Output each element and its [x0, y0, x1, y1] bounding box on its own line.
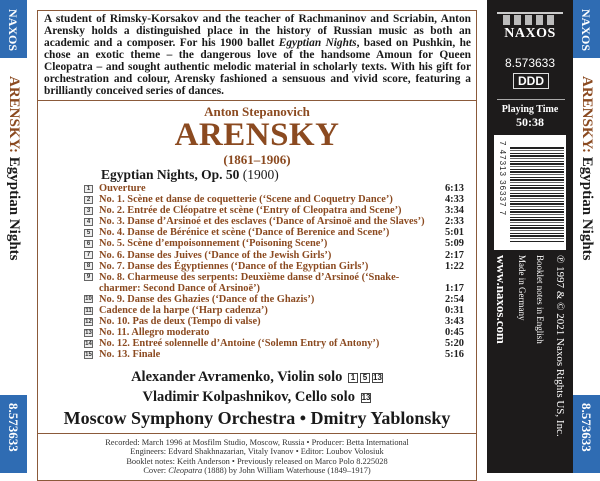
track-row [84, 183, 464, 194]
track-title: No. 2. Entrée de Cléopatre et scène (‘Entry of Cleopatra and Scene’) [99, 205, 402, 217]
track-row [84, 205, 464, 216]
track-duration: 6:13 [444, 183, 464, 194]
track-number: 2 [84, 196, 93, 204]
composer-dates: (1861–1906) [223, 152, 291, 167]
track-duration: 5:20 [444, 338, 464, 350]
ddd-badge: DDD [513, 73, 549, 89]
performers [38, 367, 476, 429]
track-duration: 1:17 [444, 282, 464, 294]
spine-catalogue: 8.573633 [6, 403, 21, 452]
track-list [84, 183, 464, 361]
naxos-logo: NAXOS [579, 9, 593, 52]
label-panel [487, 0, 573, 473]
spine-catalogue: 8.573633 [579, 403, 594, 452]
track-row [84, 227, 464, 238]
track-duration: 2:54 [444, 293, 464, 305]
track-title: No. 9. Danse des Ghazies (‘Dance of the Ghazis’) [99, 293, 315, 305]
spine-title: ARENSKY: Egyptian Nights [6, 76, 22, 261]
right-spine [573, 0, 600, 473]
track-number: 15 [85, 351, 92, 358]
website: www.naxos.com [494, 255, 509, 344]
track-row [84, 327, 464, 338]
track-duration: 1:22 [444, 260, 464, 272]
track-row [84, 294, 464, 305]
track-duration: 5:16 [444, 349, 464, 361]
copyright: ℗ 1997 & © 2021 Naxos Rights US, Inc. [554, 255, 566, 437]
track-row [84, 272, 464, 294]
track-duration: 5:01 [444, 227, 464, 239]
track-duration: 0:45 [444, 327, 464, 339]
track-duration: 2:17 [444, 249, 464, 261]
track-row [84, 349, 464, 360]
track-title: No. 3. Danse d’Arsinoé et des esclaves (‘Dance of Arsinoë and the Slaves’) [99, 216, 425, 228]
track-title: Cadence de la harpe (‘Harp cadenza’) [99, 305, 268, 317]
track-number: 11 [85, 307, 92, 314]
catalogue-number: 8.573633 [504, 56, 556, 70]
naxos-logo: NAXOS [6, 9, 20, 52]
track-duration: 5:09 [444, 238, 464, 250]
credits: Recorded: March 1996 at Mosfilm Studio, Moscow, Russia • Producer: Betta International Engineers: Edvard Shakhnazarian, Vitaly Ivanov • Editor: Loubov Volosiuk Booklet notes: Keith Anderson • Previously released on Marco Polo 8.225028 Cover: Cleopatra (1888) by John William Waterhouse (1849–1917) [105, 437, 409, 476]
violin-soloist: Alexander Avramenko, Violin solo 1 5 13 [131, 368, 382, 385]
track-duration: 4:33 [444, 194, 464, 206]
track-row [84, 338, 464, 349]
track-number: 6 [84, 240, 93, 248]
track-duration: 3:34 [444, 205, 464, 217]
track-row [84, 316, 464, 327]
track-title: No. 4. Danse de Bérénice et scène (‘Dance of Berenice and Scene’) [99, 227, 390, 239]
track-number: 13 [85, 329, 92, 336]
track-number: 9 [84, 273, 93, 281]
track-title: No. 12. Entreé solennelle d’Antoine (‘Solemn Entry of Antony’) [99, 338, 380, 350]
composer-first-names: Anton Stepanovich [204, 104, 310, 119]
track-number: 5 [84, 229, 93, 237]
composer-name: ARENSKY [174, 117, 340, 153]
intro-text: A student of Rimsky-Korsakov and the teacher of Rachmaninov and Scriabin, Anton Arensky holds a distinguished place in the history of Russian music as both an academic and a composer. For his 1900 ballet Egyptian Nights, based on Pushkin, he chose an exotic theme – the dangerous love of the handsome Amoun for Queen Cleopatra – and sought authentic melodic material in scholarly texts. With his gift for orchestration and colour, Arensky fashioned a sensuous and vivid score, featuring a brilliantly conceived series of dances. [44, 13, 471, 97]
orchestra-conductor: Moscow Symphony Orchestra • Dmitry Yablonsky [63, 407, 451, 428]
track-title: No. 6. Danse des Juives (‘Dance of the Jewish Girls’) [99, 249, 332, 261]
track-row [84, 194, 464, 205]
cello-soloist: Vladimir Kolpashnikov, Cello solo 13 [142, 388, 371, 405]
track-row [84, 216, 464, 227]
back-cover-main [27, 0, 487, 476]
track-title: No. 11. Allegro moderato [99, 327, 210, 339]
track-number: 10 [85, 296, 92, 303]
naxos-logo: NAXOS [497, 12, 563, 42]
divider [38, 100, 476, 101]
playing-time: Playing Time 50:38 [501, 104, 559, 129]
track-row [84, 250, 464, 261]
track-row [84, 238, 464, 249]
track-title: No. 5. Scène d’empoisonnement (‘Poisoning Scene’) [99, 238, 328, 250]
track-number: 3 [84, 207, 93, 215]
track-number: 1 [84, 185, 93, 193]
booklet-notes: Booklet notes in English [535, 255, 545, 344]
barcode: 7 47313 36337 7 [494, 135, 566, 250]
track-duration: 0:31 [444, 305, 464, 317]
track-number: 12 [85, 318, 92, 325]
track-title: No. 7. Danse des Égyptiennes (‘Dance of the Egyptian Girls’) [99, 260, 369, 272]
track-number: 7 [84, 251, 93, 259]
track-row [84, 305, 464, 316]
track-duration: 2:33 [444, 216, 464, 228]
track-duration: 3:43 [444, 316, 464, 328]
made-in: Made in Germany [517, 255, 527, 321]
track-title: No. 13. Finale [99, 349, 161, 361]
track-title: No. 10. Pas de deux (Tempo di valse) [99, 316, 261, 328]
track-number: 8 [84, 262, 93, 270]
track-title: Ouverture [99, 183, 146, 194]
track-title: No. 1. Scène et danse de coquetterie (‘Scene and Coquetry Dance’) [99, 194, 393, 206]
track-number: 4 [84, 218, 93, 226]
track-title: No. 8. Charmeuse des serpents: Deuxième danse d’Arsinoé (‘Snake-charmer: Second Dance of Arsinoë’) [99, 271, 400, 294]
content-frame [37, 10, 477, 481]
work-title: Egyptian Nights, Op. 50 (1900) [101, 167, 279, 182]
track-number: 14 [85, 340, 92, 347]
left-spine [0, 0, 27, 473]
track-row [84, 261, 464, 272]
spine-title: ARENSKY: Egyptian Nights [579, 76, 595, 261]
